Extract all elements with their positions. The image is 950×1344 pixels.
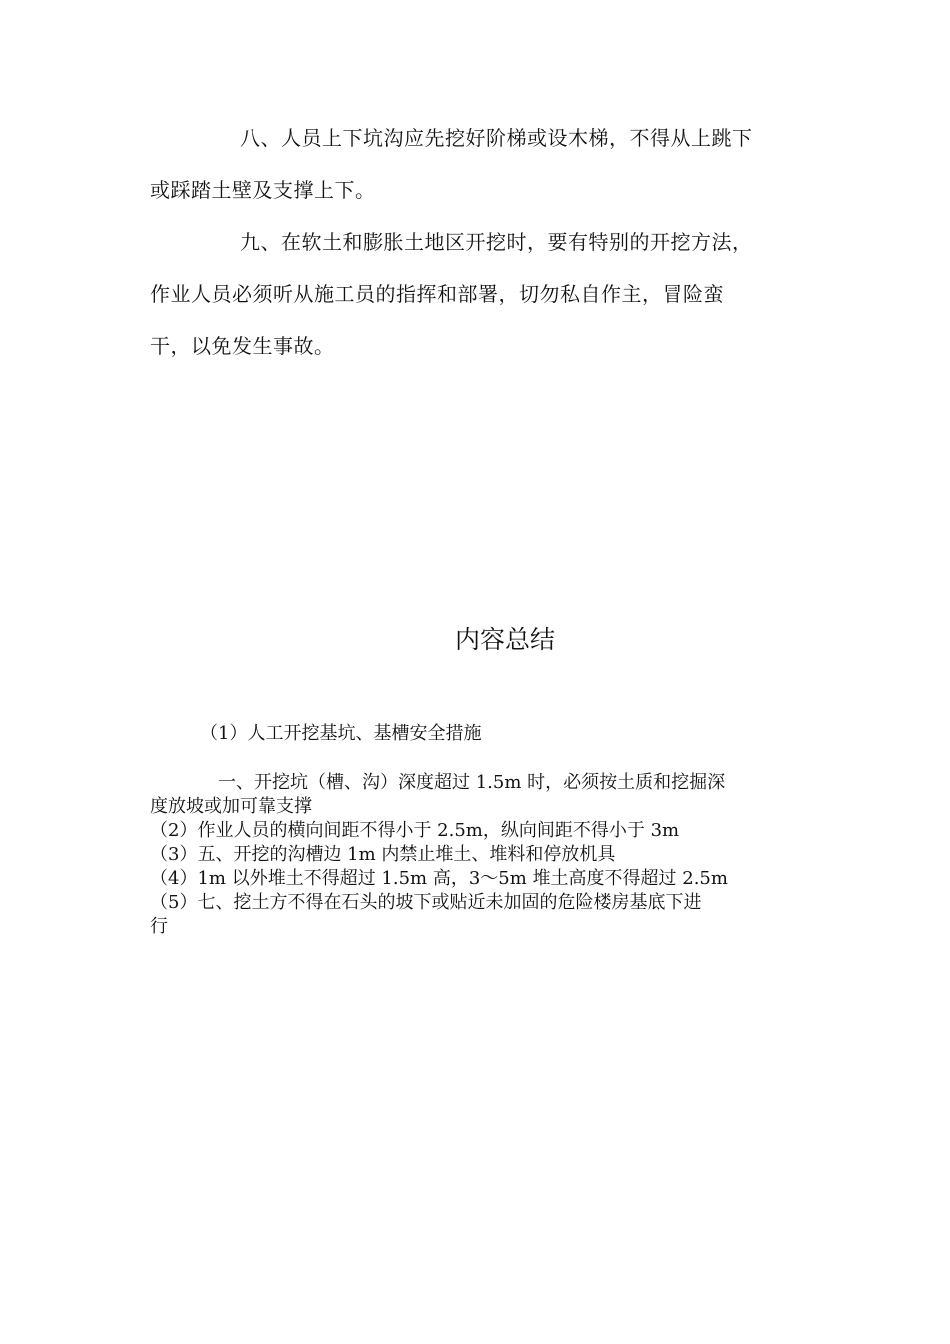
- summary-item-3: （3）五、开挖的沟槽边 1m 内禁止堆土、堆料和停放机具: [150, 844, 616, 865]
- summary-item-4: （4）1m 以外堆土不得超过 1.5m 高，3～5m 堆土高度不得超过 2.5m: [150, 868, 728, 889]
- paragraph-9-line-2: 作业人员必须听从施工员的指挥和部署，切勿私自作主，冒险蛮: [150, 282, 724, 306]
- paragraph-9-line-3: 干，以免发生事故。: [150, 334, 335, 358]
- summary-item-2: （2）作业人员的横向间距不得小于 2.5m，纵向间距不得小于 3m: [150, 820, 680, 841]
- summary-item-5-line-2: 行: [150, 916, 168, 937]
- summary-item-1-line-1: 一、开挖坑（槽、沟）深度超过 1.5m 时，必须按土质和挖掘深: [218, 772, 726, 793]
- paragraph-8-line-1: 八、人员上下坑沟应先挖好阶梯或设木梯，不得从上跳下: [240, 126, 753, 150]
- paragraph-9-line-1: 九、在软土和膨胀土地区开挖时，要有特别的开挖方法，: [240, 230, 753, 254]
- summary-item-5-line-1: （5）七、挖土方不得在石头的坡下或贴近未加固的危险楼房基底下进: [150, 892, 702, 913]
- summary-item-1-line-2: 度放坡或加可靠支撑: [150, 796, 312, 817]
- summary-title: 内容总结: [454, 625, 555, 654]
- paragraph-8-line-2: 或踩踏土壁及支撑上下。: [150, 178, 376, 202]
- summary-heading: （1）人工开挖基坑、基槽安全措施: [200, 723, 482, 744]
